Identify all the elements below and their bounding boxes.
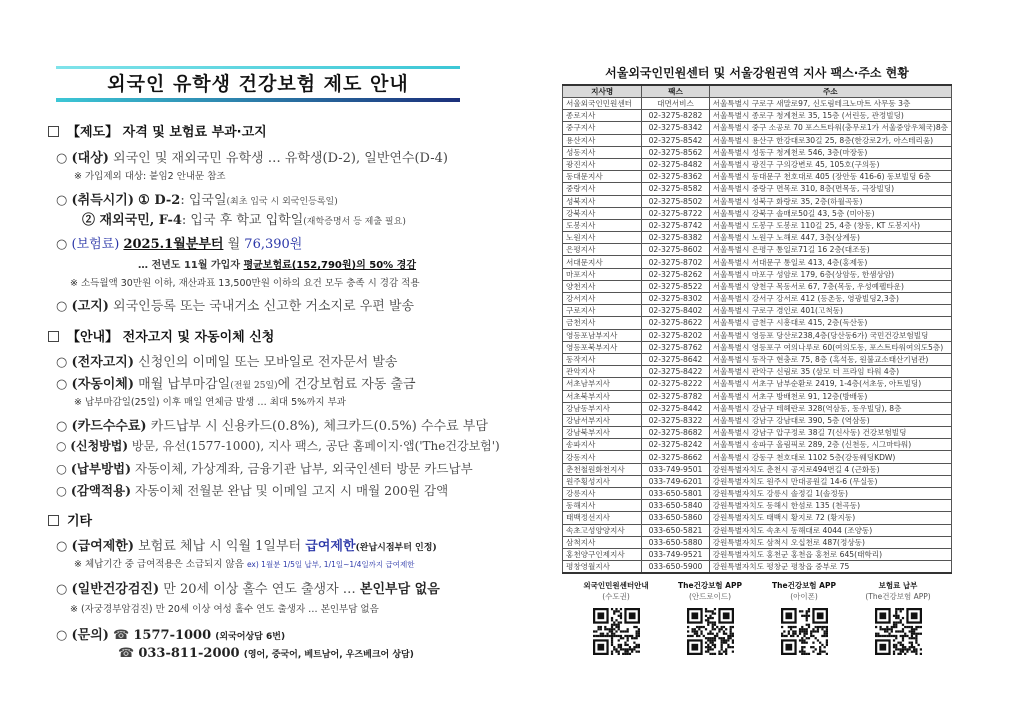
item-notice: ○ (고지) 외국인등록 또는 국내거소 신고한 거소지로 우편 발송 bbox=[56, 299, 415, 314]
text: 보험료 체납 시 익월 1일부터 bbox=[138, 539, 302, 554]
address: 서울특별시 중랑구 면목로 310, 8층(면목동, 극장빌딩) bbox=[709, 183, 951, 195]
table-row bbox=[563, 329, 952, 341]
header-fax: 팩스 bbox=[642, 85, 709, 98]
text: 카드납부 시 신용카드(0.8%), 체크카드(0.5%) 수수료 부담 bbox=[150, 419, 488, 434]
address: 강원특별자치도 동해시 한섬로 135 (천곡동) bbox=[709, 500, 951, 512]
note-exclusion: ※ 가입제외 대상: 붙임2 안내문 참조 bbox=[74, 171, 226, 182]
fax-number: 02-3275-8342 bbox=[642, 122, 709, 134]
table-row bbox=[563, 134, 952, 146]
address: 강원특별자치도 강릉시 솔정길 1(솔정동) bbox=[709, 488, 951, 500]
table-row bbox=[563, 122, 952, 134]
table-row bbox=[563, 488, 952, 500]
small-text: (완납시점부터 인정) bbox=[355, 543, 437, 553]
item-premium: ○ (보험료) 2025.1월분부터 월 76,390원 bbox=[56, 237, 303, 252]
fax-number: 02-3275-8262 bbox=[642, 268, 709, 280]
text: 만 20세 이상 홀수 연도 출생자 … bbox=[163, 582, 356, 597]
section-heading-guide bbox=[48, 326, 274, 345]
branch-name: 동해지사 bbox=[563, 500, 642, 512]
branch-name: 영등포북부지사 bbox=[563, 341, 642, 353]
address: 강원특별자치도 홍천군 홍천읍 홍천로 645(태학리) bbox=[709, 548, 951, 560]
visa-d2: ① D-2 bbox=[138, 193, 181, 208]
branch-name: 성북지사 bbox=[563, 195, 642, 207]
small-text: (최초 입국 시 외국인등록일) bbox=[226, 197, 338, 207]
qr-block bbox=[758, 580, 850, 659]
qr-code-icon[interactable] bbox=[687, 608, 734, 655]
phone-icon: ☎ bbox=[113, 628, 130, 643]
table-row bbox=[563, 207, 952, 219]
address: 강원특별자치도 원주시 만대공원길 14-6 (무실동) bbox=[709, 475, 951, 487]
branch-name: 은평지사 bbox=[563, 244, 642, 256]
branch-name: 강동지사 bbox=[563, 451, 642, 463]
guide-column bbox=[48, 66, 500, 661]
branch-table bbox=[562, 84, 952, 574]
address: 서울특별시 성북구 화랑로 35, 2층(하월곡동) bbox=[709, 195, 951, 207]
qr-code-icon[interactable] bbox=[781, 608, 828, 655]
label: (문의) bbox=[71, 628, 109, 643]
label: (고지) bbox=[71, 299, 109, 314]
label: (자동이체) bbox=[71, 377, 135, 392]
address: 서울특별시 관악구 신림로 35 (삼모 더 프라임 타워 4층) bbox=[709, 366, 951, 378]
address: 서울특별시 동대문구 천호대로 405 (장안동 416-6) 동보빌딩 6층 bbox=[709, 171, 951, 183]
table-row bbox=[563, 341, 952, 353]
table-row bbox=[563, 561, 952, 574]
table-row bbox=[563, 195, 952, 207]
fax-number: 033-650-5801 bbox=[642, 488, 709, 500]
address: 서울특별시 서초구 남부순환로 2419, 1-4층(서초동, 아트빌딩) bbox=[709, 378, 951, 390]
text: : 입국일 bbox=[180, 193, 227, 208]
label: (보험료) bbox=[71, 237, 120, 252]
address: 강원특별자치도 평창군 평창읍 중부로 75 bbox=[709, 561, 951, 574]
premium-amount: 76,390원 bbox=[244, 237, 303, 252]
fax-number: 02-3275-8522 bbox=[642, 280, 709, 292]
small-text: (재학증명서 등 제출 필요) bbox=[303, 217, 406, 227]
label: (취득시기) bbox=[71, 193, 135, 208]
text: ※ 체납기간 중 급여적용은 소급되지 않음 bbox=[74, 559, 244, 570]
note-reduction: ※ 소득월액 30만원 이하, 재산과표 13,500만원 이하의 요건 모두 충족 시 경감 적용 bbox=[70, 278, 420, 289]
fax-number: 02-3275-8702 bbox=[642, 256, 709, 268]
label: (급여제한) bbox=[71, 539, 135, 554]
qr-title: The건강보험 APP bbox=[678, 581, 742, 591]
branch-name: 강남서부지사 bbox=[563, 414, 642, 426]
table-row bbox=[563, 171, 952, 183]
qr-code-icon[interactable] bbox=[593, 608, 640, 655]
table-row bbox=[563, 463, 952, 475]
branch-name: 평창영월지사 bbox=[563, 561, 642, 574]
section-heading-other bbox=[48, 510, 92, 529]
fax-number: 02-3275-8302 bbox=[642, 293, 709, 305]
branch-name: 강북지사 bbox=[563, 207, 642, 219]
table-row bbox=[563, 427, 952, 439]
header-branch: 지사명 bbox=[563, 85, 642, 98]
address: 강원특별자치도 춘천시 공지로494번길 4 (근화동) bbox=[709, 463, 951, 475]
text: 외국인 및 재외국민 유학생 … 유학생(D-2), 일반연수(D-4) bbox=[113, 151, 448, 166]
table-row bbox=[563, 390, 952, 402]
heading-text: 기타 bbox=[67, 514, 93, 529]
branch-name: 양천지사 bbox=[563, 280, 642, 292]
branch-name: 동작지사 bbox=[563, 353, 642, 365]
fax-number: 02-3275-8362 bbox=[642, 171, 709, 183]
item-acquisition-2 bbox=[82, 209, 406, 228]
table-row bbox=[563, 232, 952, 244]
label: (감액적용) bbox=[70, 483, 132, 498]
fax-number: 02-3275-8542 bbox=[642, 134, 709, 146]
text: : 입국 후 학교 입학일 bbox=[181, 213, 304, 228]
label: (신청방법) bbox=[70, 439, 129, 453]
address: 서울특별시 강남구 강남대로 390, 5층 (역삼동) bbox=[709, 414, 951, 426]
address: 서울특별시 영등포구 여의나루로 60(여의도동, 포스트타워여의도5층) bbox=[709, 341, 951, 353]
item-discount: ○ (감액적용) 자동이체 전월분 완납 및 이메일 고지 시 매월 200원 감액 bbox=[56, 483, 449, 498]
branch-name: 서초북부지사 bbox=[563, 390, 642, 402]
address: 서울특별시 송파구 올림픽로 289, 2층 (신천동, 시그마타워) bbox=[709, 439, 951, 451]
fax-number: 02-3275-8662 bbox=[642, 451, 709, 463]
title-top-rule bbox=[56, 66, 460, 69]
qr-block bbox=[852, 580, 944, 659]
table-row bbox=[563, 219, 952, 231]
item-health-checkup: ○ (일반건강검진) 만 20세 이상 홀수 연도 출생자 … 본인부담 없음 bbox=[56, 582, 440, 597]
address: 서울특별시 구로구 경인로 401(고척동) bbox=[709, 305, 951, 317]
small-text: (영어, 중국어, 베트남어, 우즈베크어 상담) bbox=[243, 650, 414, 660]
effective-date: 2025.1월분부터 bbox=[123, 237, 224, 252]
fax-number: 02-3275-8402 bbox=[642, 305, 709, 317]
qr-block bbox=[664, 580, 756, 659]
qr-code-icon[interactable] bbox=[875, 608, 922, 655]
page-title: 외국인 유학생 건강보험 제도 안내 bbox=[107, 73, 409, 95]
table-row bbox=[563, 366, 952, 378]
address: 강원특별자치도 속초시 동해대로 4044 (조양동) bbox=[709, 524, 951, 536]
item-apply-method: ○ (신청방법) 방문, 유선(1577-1000), 지사 팩스, 공단 홈페이지·앱('The건강보험') bbox=[56, 439, 500, 453]
branch-name: 영등포남부지사 bbox=[563, 329, 642, 341]
table-title: 서울외국인민원센터 및 서울강원권역 지사 팩스·주소 현황 bbox=[605, 66, 909, 80]
address: 서울특별시 성동구 청계천로 546, 3층(마장동) bbox=[709, 146, 951, 158]
title-box bbox=[48, 66, 468, 102]
address: 서울특별시 중구 소공로 70 포스트타워(충무로1가 서울중앙우체국)8층 bbox=[709, 122, 951, 134]
fax-number: 02-3275-8762 bbox=[642, 341, 709, 353]
qr-subtitle: (수도권) bbox=[602, 592, 630, 602]
branch-name: 구로지사 bbox=[563, 305, 642, 317]
text: 자동이체, 가상계좌, 금융기관 납부, 외국인센터 방문 카드납부 bbox=[135, 461, 473, 476]
branch-name: 삼척지사 bbox=[563, 536, 642, 548]
fax-number: 02-3275-8602 bbox=[642, 244, 709, 256]
item-auto-debit: ○ (자동이체) 매월 납부마감일(전월 25일)에 건강보험료 자동 출금 bbox=[56, 377, 416, 392]
text: 방문, 유선(1577-1000), 지사 팩스, 공단 홈페이지·앱('The건강보험') bbox=[131, 439, 500, 453]
fax-number: 02-3275-8582 bbox=[642, 183, 709, 195]
fax-number: 02-3275-8622 bbox=[642, 317, 709, 329]
address: 서울특별시 양천구 목동서로 67, 7층(목동, 우성예펠타운) bbox=[709, 280, 951, 292]
title-bottom-rule bbox=[56, 98, 460, 102]
fax-number: 02-3275-8442 bbox=[642, 402, 709, 414]
label: (카드수수료) bbox=[71, 419, 147, 434]
branch-name: 태백정선지사 bbox=[563, 512, 642, 524]
premium-detail bbox=[138, 256, 416, 271]
table-row bbox=[563, 378, 952, 390]
table-row bbox=[563, 158, 952, 170]
branch-name: 강남북부지사 bbox=[563, 427, 642, 439]
branch-name: 서대문지사 bbox=[563, 256, 642, 268]
address: 서울특별시 금천구 시흥대로 415, 2층(독산동) bbox=[709, 317, 951, 329]
branch-name: 관악지사 bbox=[563, 366, 642, 378]
address: 서울특별시 종로구 청계천로 35, 15층 (서린동, 관정빌딩) bbox=[709, 110, 951, 122]
address: 강원특별자치도 태백시 황지로 72 (황지동) bbox=[709, 512, 951, 524]
phone-number[interactable]: 1577-1000 bbox=[133, 628, 212, 643]
address: 서울특별시 용산구 한강대로30길 25, 8층(한강로2가, 아스테리움) bbox=[709, 134, 951, 146]
example-text: ex) 1월분 1/5일 납부, 1/1일~1/4일까지 급여제한 bbox=[246, 560, 415, 569]
fax-number: 02-3275-8422 bbox=[642, 366, 709, 378]
address: 서울특별시 노원구 노해로 447, 3층(상계동) bbox=[709, 232, 951, 244]
header-address: 주소 bbox=[709, 85, 951, 98]
address: 서울특별시 영등포 당산로238,4층(당산동6가) 국민건강보험빌딩 bbox=[709, 329, 951, 341]
table-row bbox=[563, 293, 952, 305]
item-e-notice: ○ (전자고지) 신청인의 이메일 또는 모바일로 전자문서 발송 bbox=[56, 355, 398, 370]
note-arrears bbox=[74, 556, 415, 570]
branch-name: 광진지사 bbox=[563, 158, 642, 170]
item-target: ○ (대상) 외국인 및 재외국민 유학생 … 유학생(D-2), 일반연수(D-4) bbox=[56, 151, 448, 166]
fax-number: 대면서비스 bbox=[642, 98, 709, 110]
phone-icon: ☎ bbox=[118, 646, 135, 661]
address: 서울특별시 서대문구 통일로 413, 4층(홍제동) bbox=[709, 256, 951, 268]
branch-name: 강남동부지사 bbox=[563, 402, 642, 414]
fax-number: 02-3275-8482 bbox=[642, 158, 709, 170]
address: 서울특별시 구로구 새말로97, 신도림테크노마트 사무동 3층 bbox=[709, 98, 951, 110]
fax-number: 033-749-9501 bbox=[642, 463, 709, 475]
branch-name: 강릉지사 bbox=[563, 488, 642, 500]
fax-number: 033-650-5900 bbox=[642, 561, 709, 574]
fax-number: 033-650-5840 bbox=[642, 500, 709, 512]
branch-name: 중랑지사 bbox=[563, 183, 642, 195]
branch-name: 원주횡성지사 bbox=[563, 475, 642, 487]
address: 서울특별시 서초구 방배천로 91, 12층(방배동) bbox=[709, 390, 951, 402]
fax-number: 033-749-9521 bbox=[642, 548, 709, 560]
table-row bbox=[563, 280, 952, 292]
small-text: (외국어상담 6번) bbox=[215, 632, 286, 642]
fax-number: 033-650-5860 bbox=[642, 512, 709, 524]
table-row bbox=[563, 146, 952, 158]
table-row bbox=[563, 244, 952, 256]
address: 강원특별자치도 삼척시 오십천로 487(정상동) bbox=[709, 536, 951, 548]
fax-number: 02-3275-8202 bbox=[642, 329, 709, 341]
address: 서울특별시 강동구 천호대로 1102 5층(강동웨딩KDW) bbox=[709, 451, 951, 463]
text: … 전년도 11월 가입자 bbox=[138, 260, 240, 271]
fax-number: 02-3275-8222 bbox=[642, 378, 709, 390]
table-row bbox=[563, 110, 952, 122]
fax-number: 02-3275-8242 bbox=[642, 439, 709, 451]
qr-title: 외국인민원센터안내 bbox=[583, 581, 649, 591]
label: (일반건강검진) bbox=[71, 582, 160, 597]
address: 서울특별시 도봉구 도봉로 110길 25, 4층 (창동, KT 도봉지사) bbox=[709, 219, 951, 231]
benefit-limit-text: 급여제한 bbox=[305, 539, 356, 554]
branch-name: 노원지사 bbox=[563, 232, 642, 244]
branch-name: 중구지사 bbox=[563, 122, 642, 134]
table-row bbox=[563, 98, 952, 110]
checkbox-square-icon bbox=[48, 515, 59, 526]
table-row bbox=[563, 402, 952, 414]
fax-number: 02-3275-8382 bbox=[642, 232, 709, 244]
branch-name: 홍천양구인제지사 bbox=[563, 548, 642, 560]
heading-text: 【제도】 자격 및 보험료 부과·고지 bbox=[67, 125, 267, 140]
fax-number: 02-3275-8562 bbox=[642, 146, 709, 158]
branch-name: 동대문지사 bbox=[563, 171, 642, 183]
text: 에 건강보험료 자동 출금 bbox=[277, 377, 416, 392]
branch-name: 종로지사 bbox=[563, 110, 642, 122]
branch-name: 도봉지사 bbox=[563, 219, 642, 231]
label: (납부방법) bbox=[70, 461, 132, 476]
branch-name: 서울외국인민원센터 bbox=[563, 98, 642, 110]
item-inquiry: ○ (문의) ☎ 1577-1000 (외국어상담 6번) bbox=[56, 628, 286, 643]
address: 서울특별시 강서구 강서로 412 (등촌동, 영광빌딩2,3층) bbox=[709, 293, 951, 305]
branch-name: 성동지사 bbox=[563, 146, 642, 158]
table-row bbox=[563, 268, 952, 280]
qr-title: The건강보험 APP bbox=[772, 581, 836, 591]
phone-number[interactable]: 033-811-2000 bbox=[138, 646, 240, 661]
label: (대상) bbox=[71, 151, 109, 166]
table-header-row bbox=[563, 85, 952, 98]
fax-number: 02-3275-8742 bbox=[642, 219, 709, 231]
fax-number: 033-650-5880 bbox=[642, 536, 709, 548]
item-card-fee: ○ (카드수수료) 카드납부 시 신용카드(0.8%), 체크카드(0.5%) 수수료 부담 bbox=[56, 419, 488, 434]
qr-subtitle: (아이폰) bbox=[790, 592, 818, 602]
checkbox-square-icon bbox=[48, 331, 59, 342]
address: 서울특별시 강북구 솔매로50길 43, 5층 (미아동) bbox=[709, 207, 951, 219]
small-text: (전월 25일) bbox=[230, 381, 278, 391]
qr-block bbox=[570, 580, 662, 659]
discount-text: 평균보험료(152,790원)의 50% 경감 bbox=[243, 260, 416, 271]
item-inquiry-2 bbox=[118, 646, 414, 661]
table-row bbox=[563, 548, 952, 560]
table-row bbox=[563, 475, 952, 487]
table-row bbox=[563, 512, 952, 524]
branch-name: 서초남부지사 bbox=[563, 378, 642, 390]
table-row bbox=[563, 439, 952, 451]
table-row bbox=[563, 524, 952, 536]
fax-number: 02-3275-8682 bbox=[642, 427, 709, 439]
table-row bbox=[563, 414, 952, 426]
text: 자동이체 전월분 완납 및 이메일 고지 시 매월 200원 감액 bbox=[135, 483, 449, 498]
table-row bbox=[563, 536, 952, 548]
fax-number: 02-3275-8502 bbox=[642, 195, 709, 207]
qr-subtitle: (The건강보험 APP) bbox=[865, 592, 931, 602]
table-row bbox=[563, 500, 952, 512]
text: 외국인등록 또는 국내거소 신고한 거소지로 우편 발송 bbox=[113, 299, 415, 314]
item-acquisition: ○ (취득시기) ① D-2: 입국일(최초 입국 시 외국인등록일) bbox=[56, 193, 338, 208]
fax-number: 033-650-5821 bbox=[642, 524, 709, 536]
branch-name: 춘천철원화천지사 bbox=[563, 463, 642, 475]
fax-number: 033-749-6201 bbox=[642, 475, 709, 487]
branch-name: 마포지사 bbox=[563, 268, 642, 280]
branch-name: 금천지사 bbox=[563, 317, 642, 329]
table-row bbox=[563, 183, 952, 195]
label: (전자고지) bbox=[71, 355, 135, 370]
table-row bbox=[563, 305, 952, 317]
no-charge-text: 본인부담 없음 bbox=[359, 582, 440, 597]
branch-name: 속초고성양양지사 bbox=[563, 524, 642, 536]
address: 서울특별시 강남구 압구정로 38길 7(신사동) 건강보험빌딩 bbox=[709, 427, 951, 439]
address: 서울특별시 은평구 통일로71길 16 2층(대조동) bbox=[709, 244, 951, 256]
item-payment-method: ○ (납부방법) 자동이체, 가상계좌, 금융기관 납부, 외국인센터 방문 카드납부 bbox=[56, 461, 473, 476]
qr-title: 보험료 납부 bbox=[878, 581, 918, 591]
text: 매월 납부마감일 bbox=[138, 377, 231, 392]
table-row bbox=[563, 317, 952, 329]
text: 신청인의 이메일 또는 모바일로 전자문서 발송 bbox=[138, 355, 398, 370]
checkbox-square-icon bbox=[48, 126, 59, 137]
section-heading-system bbox=[48, 121, 267, 140]
branch-name: 송파지사 bbox=[563, 439, 642, 451]
fax-number: 02-3275-8782 bbox=[642, 390, 709, 402]
qr-code-row bbox=[562, 580, 952, 659]
table-row bbox=[563, 256, 952, 268]
heading-text: 【안내】 전자고지 및 자동이체 신청 bbox=[67, 330, 275, 345]
address: 서울특별시 동작구 현충로 75, 8층 (흑석동, 원불교소태산기념관) bbox=[709, 353, 951, 365]
branch-name: 강서지사 bbox=[563, 293, 642, 305]
branch-column bbox=[562, 64, 952, 659]
fax-number: 02-3275-8322 bbox=[642, 414, 709, 426]
address: 서울특별시 강남구 테헤란로 328(역삼동, 동우빌딩), 8층 bbox=[709, 402, 951, 414]
fax-number: 02-3275-8282 bbox=[642, 110, 709, 122]
address: 서울특별시 광진구 구의강변로 45, 105호(구의동) bbox=[709, 158, 951, 170]
fax-number: 02-3275-8722 bbox=[642, 207, 709, 219]
fax-number: 02-3275-8642 bbox=[642, 353, 709, 365]
address: 서울특별시 마포구 성암로 179, 6층(상암동, 한샘상암) bbox=[709, 268, 951, 280]
item-benefit-limit: ○ (급여제한) 보험료 체납 시 익월 1일부터 급여제한(완납시점부터 인정) bbox=[56, 539, 437, 554]
table-row bbox=[563, 353, 952, 365]
table-row bbox=[563, 451, 952, 463]
note-late-fee: ※ 납부마감일(25일) 이후 매일 연체금 발생 … 최대 5%까지 부과 bbox=[74, 397, 346, 408]
text: 월 bbox=[227, 237, 241, 252]
qr-subtitle: (안드로이드) bbox=[688, 592, 732, 602]
note-cervical: ※ (자궁경부암검진) 만 20세 이상 여성 홀수 연도 출생자 … 본인부담 없음 bbox=[70, 604, 379, 615]
visa-f4: ② 재외국민, F-4 bbox=[82, 213, 182, 228]
branch-name: 용산지사 bbox=[563, 134, 642, 146]
